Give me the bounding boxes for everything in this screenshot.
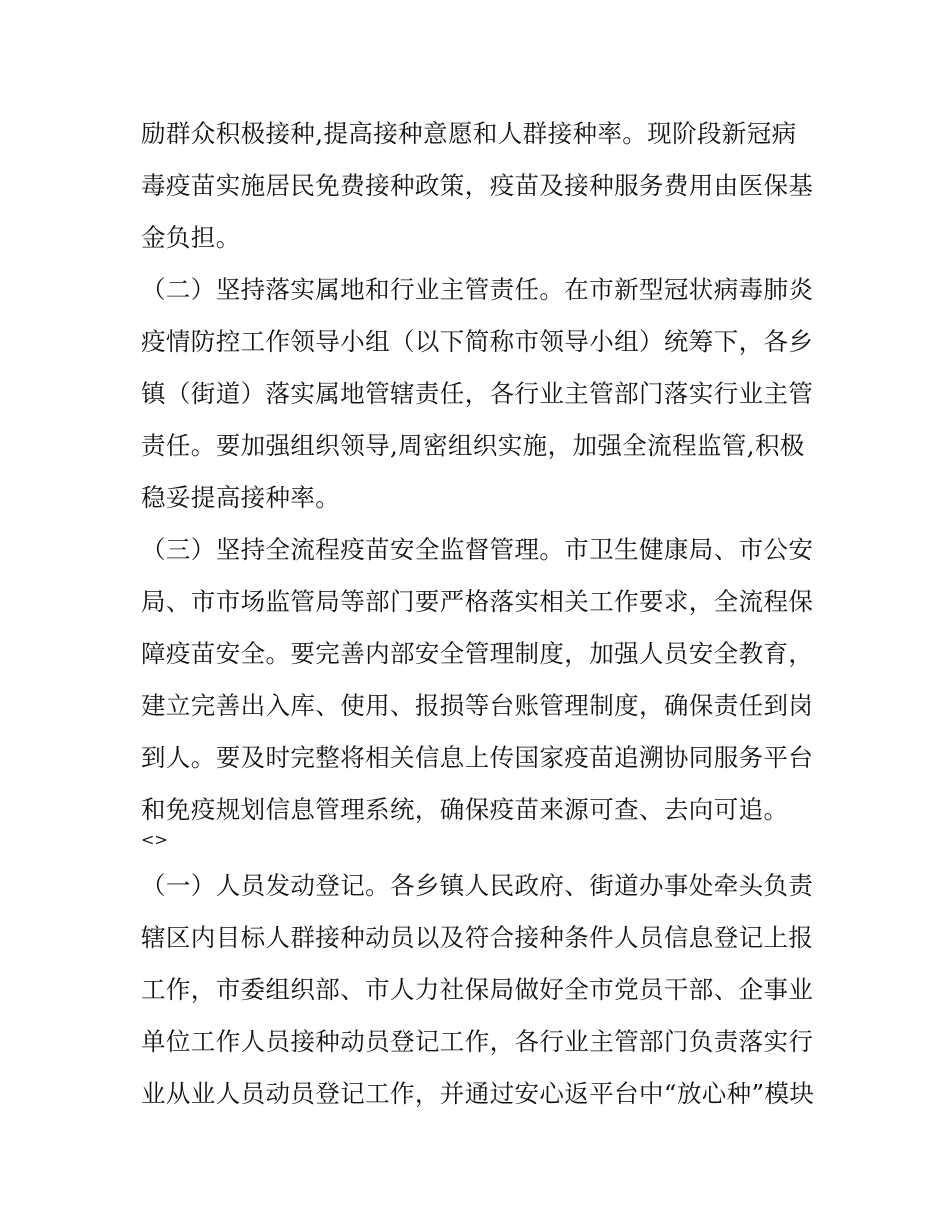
paragraph-line: 到人。要及时完整将相关信息上传国家疫苗追溯协同服务平台 bbox=[141, 743, 814, 772]
paragraph-line: 和免疫规划信息管理系统，确保疫苗来源可查、去向可追。 bbox=[141, 795, 789, 824]
paragraph-line: 辖区内目标人群接种动员以及符合接种条件人员信息登记上报 bbox=[141, 923, 814, 952]
paragraph-line: 障疫苗安全。要完善内部安全管理制度，加强人员安全教育， bbox=[141, 639, 814, 668]
paragraph-line: 镇（街道）落实属地管辖责任，各行业主管部门落实行业主管 bbox=[141, 379, 814, 408]
paragraph-line: 工作，市委组织部、市人力社保局做好全市党员干部、企事业 bbox=[141, 975, 814, 1004]
paragraph-line: 局、市市场监管局等部门要严格落实相关工作要求，全流程保 bbox=[141, 587, 814, 616]
paragraph-line: 稳妥提高接种率。 bbox=[141, 483, 341, 512]
paragraph-line: 单位工作人员接种动员登记工作，各行业主管部门负责落实行 bbox=[141, 1027, 814, 1056]
section-marker: <> bbox=[141, 830, 168, 849]
paragraph-line: 金负担。 bbox=[141, 223, 241, 252]
paragraph-line: 毒疫苗实施居民免费接种政策，疫苗及接种服务费用由医保基 bbox=[141, 171, 814, 200]
paragraph-line: （一）人员发动登记。各乡镇人民政府、街道办事处牵头负责 bbox=[141, 871, 814, 900]
paragraph-line: 建立完善出入库、使用、报损等台账管理制度，确保责任到岗 bbox=[141, 691, 814, 720]
paragraph-line: 责任。要加强组织领导,周密组织实施，加强全流程监管,积极 bbox=[141, 431, 805, 460]
paragraph-line: （三）坚持全流程疫苗安全监督管理。市卫生健康局、市公安 bbox=[141, 535, 814, 564]
document-body bbox=[141, 108, 821, 1120]
paragraph-line: 疫情防控工作领导小组（以下简称市领导小组）统筹下，各乡 bbox=[141, 327, 814, 356]
paragraph-line: 业从业人员动员登记工作，并通过安心返平台中“放心种”模块 bbox=[141, 1079, 815, 1108]
paragraph-line: （二）坚持落实属地和行业主管责任。在市新型冠状病毒肺炎 bbox=[141, 275, 814, 304]
paragraph-line: 励群众积极接种,提高接种意愿和人群接种率。现阶段新冠病 bbox=[141, 119, 797, 148]
